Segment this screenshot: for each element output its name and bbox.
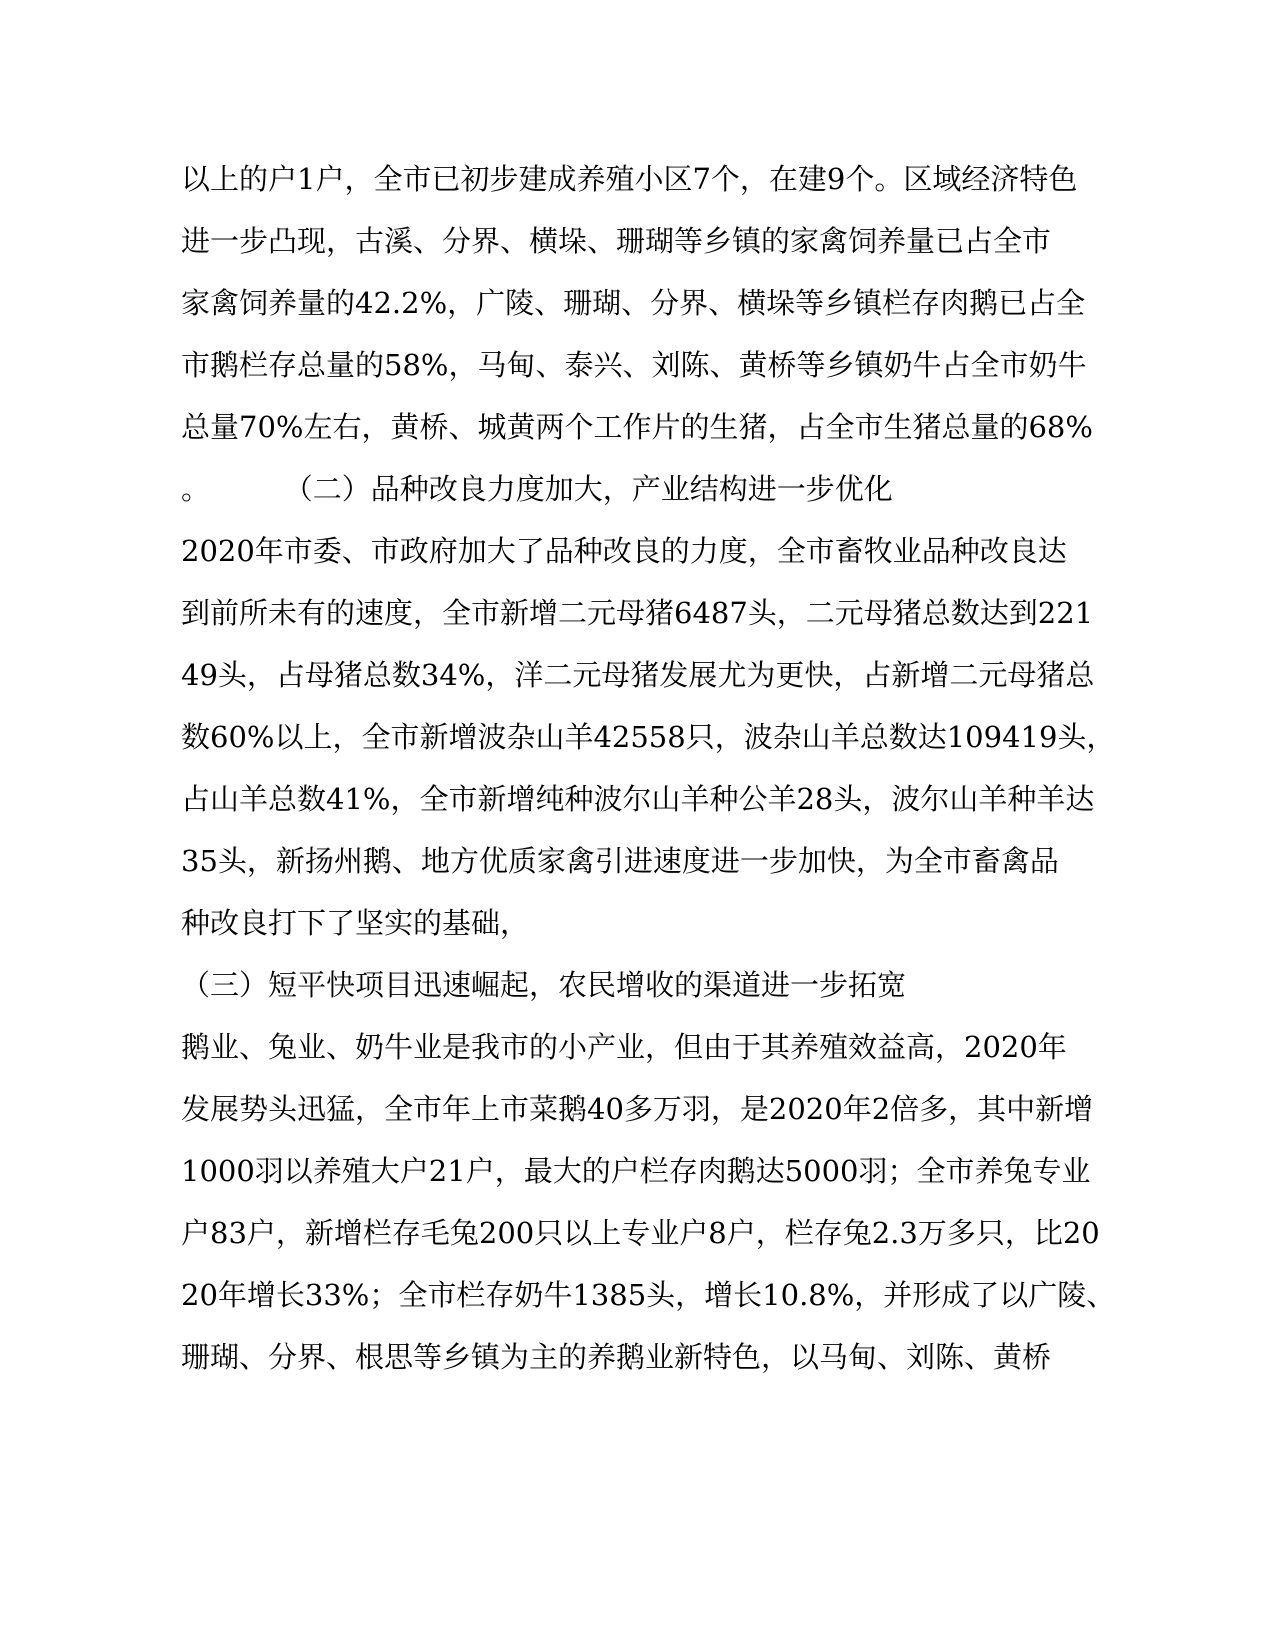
text-line: 市鹅栏存总量的58%，马甸、泰兴、刘陈、黄桥等乡镇奶牛占全市奶牛	[181, 348, 1087, 382]
text-line: 发展势头迅猛，全市年上市菜鹅40多万羽，是2020年2倍多，其中新增	[181, 1092, 1094, 1126]
text-line: 1000羽以养殖大户21户，最大的户栏存肉鹅达5000羽；全市养兔专业	[181, 1154, 1091, 1188]
text-line: 到前所未有的速度，全市新增二元母猪6487头，二元母猪总数达到221	[181, 596, 1094, 630]
section-heading-2: 。 （二）品种改良力度加大，产业结构进一步优化	[181, 472, 893, 506]
section-heading-3: （三）短平快项目迅速崛起，农民增收的渠道进一步拓宽	[181, 968, 907, 1002]
text-line: 总量70%左右，黄桥、城黄两个工作片的生猪，占全市生猪总量的68%	[181, 410, 1093, 444]
text-line: 鹅业、兔业、奶牛业是我市的小产业，但由于其养殖效益高，2020年	[181, 1030, 1067, 1064]
text-line: 户83户，新增栏存毛兔200只以上专业户8户，栏存兔2.3万多只，比20	[181, 1216, 1100, 1250]
text-line: 进一步凸现，古溪、分界、横垛、珊瑚等乡镇的家禽饲养量已占全市	[181, 224, 1052, 258]
text-line: 数60%以上，全市新增波杂山羊42558只，波杂山羊总数达109419头，	[181, 720, 1116, 754]
text-line: 49头，占母猪总数34%，洋二元母猪发展尤为更快，占新增二元母猪总	[181, 658, 1095, 692]
text-line: 种改良打下了坚实的基础，	[181, 906, 530, 940]
text-line: 以上的户1户，全市已初步建成养殖小区7个，在建9个。区域经济特色	[181, 162, 1078, 196]
text-line: 占山羊总数41%，全市新增纯种波尔山羊种公羊28头，波尔山羊种羊达	[181, 782, 1095, 816]
text-line: 家禽饲养量的42.2%，广陵、珊瑚、分界、横垛等乡镇栏存肉鹅已占全	[181, 286, 1086, 320]
body-text	[181, 148, 1116, 1388]
text-line: 35头，新扬州鹅、地方优质家禽引进速度进一步加快，为全市畜禽品	[181, 844, 1059, 878]
text-line: 珊瑚、分界、根思等乡镇为主的养鹅业新特色，以马甸、刘陈、黄桥	[181, 1340, 1052, 1374]
text-line: 20年增长33%；全市栏存奶牛1385头，增长10.8%，并形成了以广陵、	[181, 1278, 1116, 1312]
text-line: 2020年市委、市政府加大了品种改良的力度，全市畜牧业品种改良达	[181, 534, 1067, 568]
